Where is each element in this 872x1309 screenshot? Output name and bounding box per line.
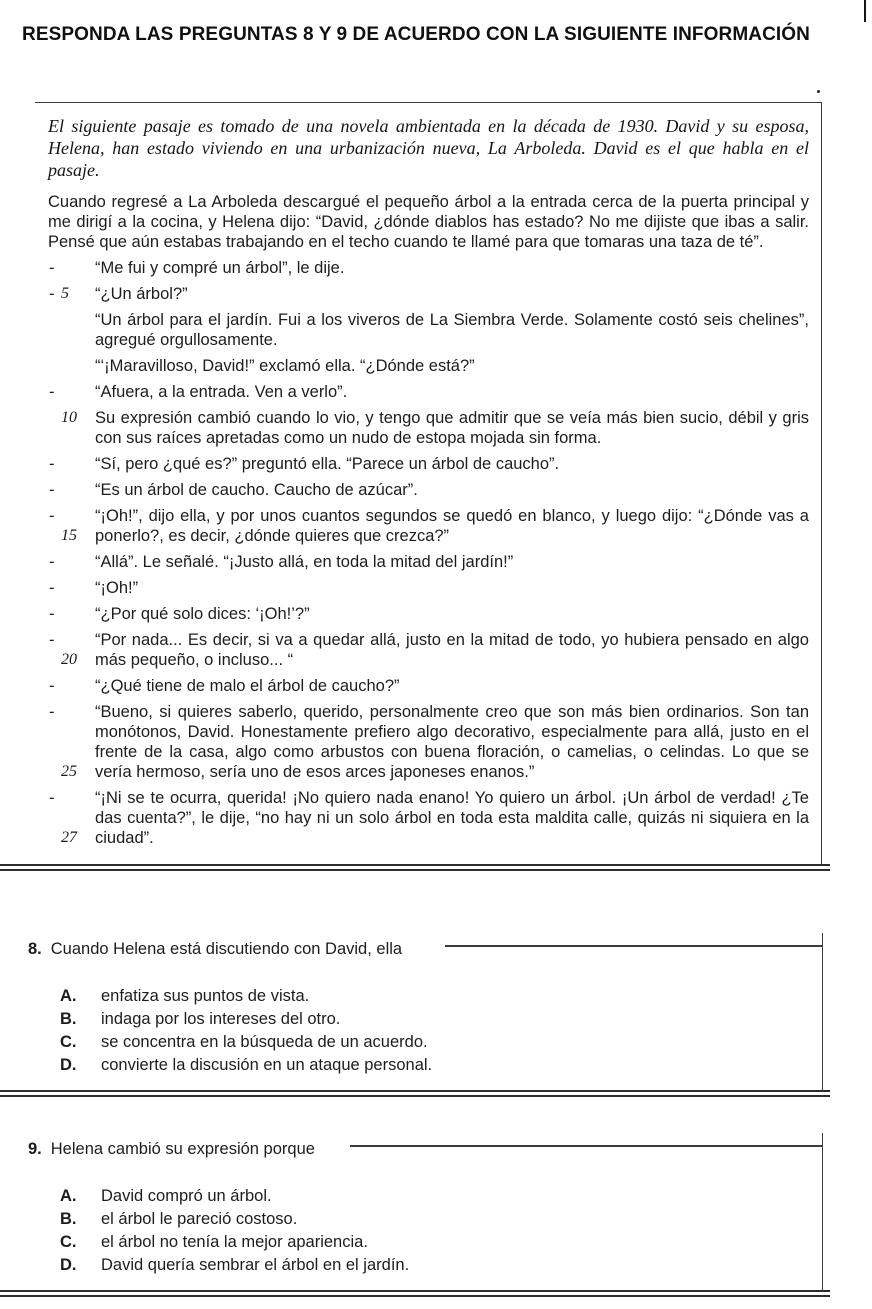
rule-line xyxy=(445,945,822,947)
passage-text: “¿Un árbol?” xyxy=(95,285,188,303)
question-heading xyxy=(28,1139,822,1160)
section-divider xyxy=(0,1290,830,1297)
option-text: el árbol le pareció costoso. xyxy=(101,1210,298,1228)
passage-text: “Me fui y compré un árbol”, le dije. xyxy=(95,259,345,277)
dialogue-dash: - xyxy=(49,631,55,649)
passage-text: Cuando regresé a La Arboleda descargué el pequeño árbol a la entrada cerca de la puerta principal y me dirigí a la cocina, y Helena dijo: “David, ¿dónde diablos has estado? No me dijiste que ibas a salir. Pensé que aún estabas trabajando en el techo cuando te llamé para que tomaras una taza de té”. xyxy=(48,193,809,251)
scan-artifact-corner xyxy=(864,0,866,22)
option-letter: A. xyxy=(60,1187,77,1205)
option-row xyxy=(60,1009,822,1029)
passage-line xyxy=(48,578,809,598)
passage-line xyxy=(48,382,809,402)
line-number: 10 xyxy=(61,409,77,426)
passage-line xyxy=(48,788,809,848)
option-letter: C. xyxy=(60,1233,77,1251)
section-divider xyxy=(0,864,830,871)
passage-line xyxy=(48,454,809,474)
question-9-block xyxy=(0,1133,823,1290)
option-text: el árbol no tenía la mejor apariencia. xyxy=(101,1233,368,1251)
question-prompt: Cuando Helena está discutiendo con David, ella xyxy=(50,940,403,958)
passage-text: “Bueno, si quieres saberlo, querido, personalmente creo que son más bien ordinarios. Son tan monótonos, David. Honestamente prefiero algo decorativo, especialmente para allá, justo en el frente de la casa, algo como arbustos con buena floración, o camelias, o celindas. Lo que se vería hermoso, sería uno de esos arces japoneses enanos.” xyxy=(95,703,809,781)
option-letter: B. xyxy=(60,1010,77,1028)
option-row xyxy=(60,1032,822,1052)
option-text: indaga por los intereses del otro. xyxy=(101,1010,341,1028)
passage-line xyxy=(48,604,809,624)
option-row xyxy=(60,1209,822,1229)
dialogue-dash: - xyxy=(49,455,55,473)
dialogue-dash: - xyxy=(49,605,55,623)
passage-line xyxy=(48,192,809,252)
passage-line xyxy=(48,702,809,782)
passage-text: “Un árbol para el jardín. Fui a los viveros de La Siembra Verde. Solamente costó seis chelines”, agregué orgullosamente. xyxy=(95,311,809,349)
dialogue-dash: - xyxy=(49,703,55,721)
question-8-block xyxy=(0,933,823,1090)
passage-text: “¡Ni se te ocurra, querida! ¡No quiero nada enano! Yo quiero un árbol. ¡Un árbol de verdad! ¿Te das cuenta?”, le dije, “no hay ni un solo árbol en toda esta maldita calle, quizás ni siquiera en la ciudad”. xyxy=(95,789,809,847)
passage-text: “Allá”. Le señalé. “¡Justo allá, en toda la mitad del jardín!” xyxy=(95,553,514,571)
options-list xyxy=(28,986,822,1075)
dialogue-dash: - xyxy=(49,553,55,571)
question-number: 9. xyxy=(28,1140,42,1158)
option-row xyxy=(60,1186,822,1206)
options-list xyxy=(28,1186,822,1275)
option-letter: B. xyxy=(60,1210,77,1228)
page-bottom-space xyxy=(0,1297,872,1309)
passage-line xyxy=(48,408,809,448)
passage-text: Su expresión cambió cuando lo vio, y tengo que admitir que se veía más bien sucio, débil y gris con sus raíces apretadas como un nudo de estopa mojada sin forma. xyxy=(95,409,809,447)
passage-text: “‘¡Maravilloso, David!” exclamó ella. “¿Dónde está?” xyxy=(95,357,475,375)
line-number: 27 xyxy=(61,829,77,846)
option-row xyxy=(60,986,822,1006)
passage-text: “Sí, pero ¿qué es?” preguntó ella. “Parece un árbol de caucho”. xyxy=(95,455,560,473)
dialogue-dash: - xyxy=(49,285,55,303)
passage-intro: El siguiente pasaje es tomado de una novela ambientada en la década de 1930. David y su esposa, Helena, han estado viviendo en una urbanización nueva, La Arboleda. David es el que habla en el pasaje. xyxy=(48,116,809,180)
passage-line xyxy=(48,480,809,500)
option-text: convierte la discusión en un ataque personal. xyxy=(101,1056,433,1074)
option-row xyxy=(60,1055,822,1075)
question-heading xyxy=(28,939,822,960)
option-letter: C. xyxy=(60,1033,77,1051)
option-row xyxy=(60,1255,822,1275)
option-letter: D. xyxy=(60,1256,77,1274)
option-text: David compró un árbol. xyxy=(101,1187,272,1205)
passage-line xyxy=(48,506,809,546)
dialogue-dash: - xyxy=(49,259,55,277)
passage-line xyxy=(48,284,809,304)
passage-text: “¡Oh!” xyxy=(95,579,139,597)
option-text: David quería sembrar el árbol en el jardín. xyxy=(101,1256,410,1274)
passage-box xyxy=(35,102,822,864)
dialogue-dash: - xyxy=(49,789,55,807)
option-letter: D. xyxy=(60,1056,77,1074)
passage-line xyxy=(48,676,809,696)
dialogue-dash: - xyxy=(49,677,55,695)
line-number: 5 xyxy=(61,285,69,302)
passage-text: “¿Qué tiene de malo el árbol de caucho?” xyxy=(95,677,400,695)
line-number: 15 xyxy=(61,527,77,544)
option-row xyxy=(60,1232,822,1252)
section-divider xyxy=(0,1090,830,1097)
scan-artifact-dot xyxy=(817,90,820,93)
question-prompt: Helena cambió su expresión porque xyxy=(50,1140,315,1158)
dialogue-dash: - xyxy=(49,579,55,597)
passage-line xyxy=(48,356,809,376)
passage-line xyxy=(48,552,809,572)
line-number: 25 xyxy=(61,763,77,780)
question-number: 8. xyxy=(28,940,42,958)
dialogue-dash: - xyxy=(49,507,55,525)
page-title: RESPONDA LAS PREGUNTAS 8 Y 9 DE ACUERDO CON LA SIGUIENTE INFORMACIÓN xyxy=(22,24,810,45)
option-text: se concentra en la búsqueda de un acuerdo. xyxy=(101,1033,428,1051)
rule-line xyxy=(350,1145,822,1147)
passage-line xyxy=(48,630,809,670)
option-letter: A. xyxy=(60,987,77,1005)
passage-text: “¡Oh!”, dijo ella, y por unos cuantos segundos se quedó en blanco, y luego dijo: “¿Dónde vas a ponerlo?, es decir, ¿dónde quieres que crezca?” xyxy=(95,507,809,545)
passage-line xyxy=(48,258,809,278)
dialogue-dash: - xyxy=(49,383,55,401)
line-number: 20 xyxy=(61,651,77,668)
passage-line xyxy=(48,310,809,350)
passage-text: “Afuera, a la entrada. Ven a verlo”. xyxy=(95,383,348,401)
passage-text: “Por nada... Es decir, si va a quedar allá, justo en la mitad de todo, yo hubiera pensado en algo más pequeño, o incluso... “ xyxy=(95,631,809,669)
dialogue-dash: - xyxy=(49,481,55,499)
passage-text: “¿Por qué solo dices: ‘¡Oh!’?” xyxy=(95,605,310,623)
option-text: enfatiza sus puntos de vista. xyxy=(101,987,310,1005)
passage-text: “Es un árbol de caucho. Caucho de azúcar”. xyxy=(95,481,418,499)
